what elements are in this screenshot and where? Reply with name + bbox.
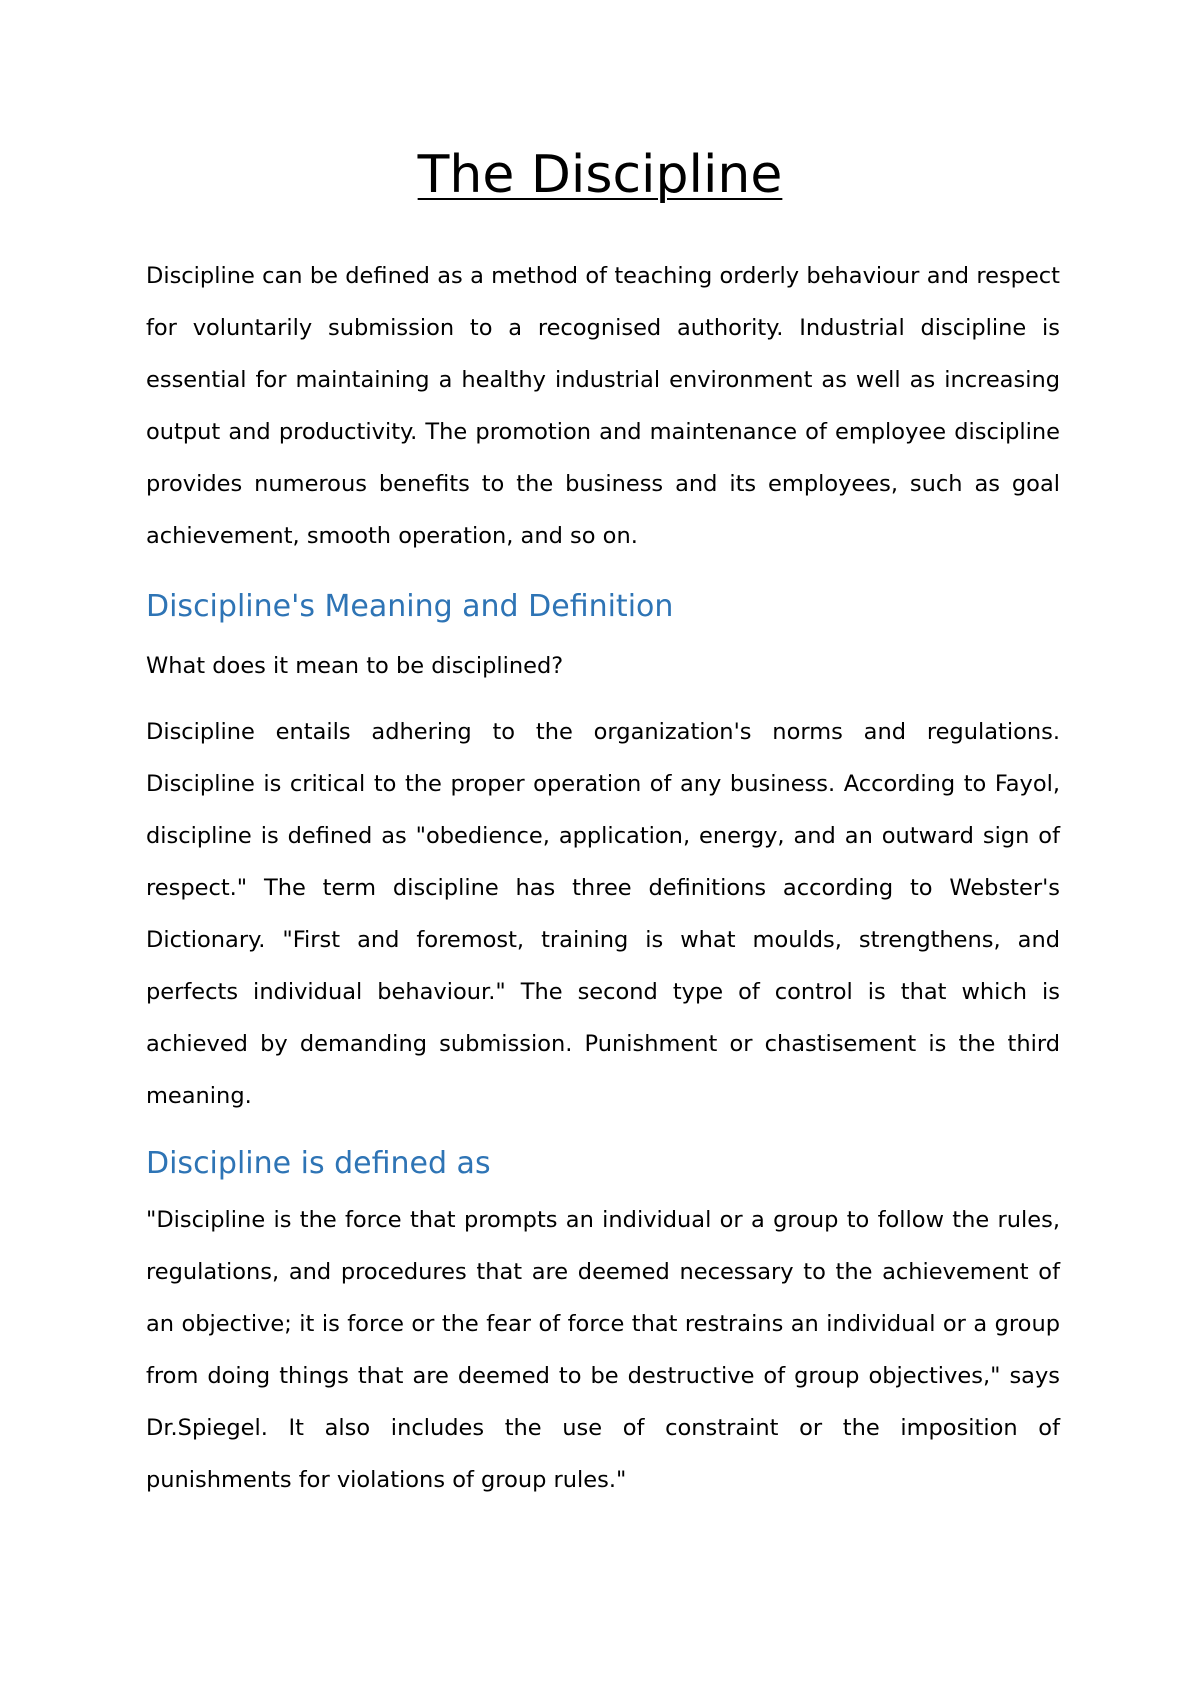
section-body-meaning: Discipline entails adhering to the organization's norms and regulations. Discipline is critical to the proper operation of any business. According to Fayol, discipline is defined as "obedience, application, energy, and an outward sign of respect." The term discipline has three definitions according to Webster's Dictionary. "First and foremost, training is what moulds, strengthens, and perfects individual behaviour." The second type of control is that which is achieved by demanding submission. Punishment or chastisement is the third meaning. [146,719,1060,1109]
intro-paragraph: Discipline can be defined as a method of teaching orderly behaviour and respect for voluntarily submission to a recognised authority. Industrial discipline is essential for maintaining a healthy industrial environment as well as increasing output and productivity. The promotion and maintenance of employee discipline provides numerous benefits to the business and its employees, such as goal achievement, smooth operation, and so on. [146,263,1060,549]
section-heading-defined: Discipline is defined as [146,1146,491,1181]
section-question: What does it mean to be disciplined? [146,653,564,679]
section-body-defined: "Discipline is the force that prompts an individual or a group to follow the rules, regulations, and procedures that are deemed necessary to the achievement of an objective; it is force or the fear of force that restrains an individual or a group from doing things that are deemed to be destructive of group objectives," says Dr.Spiegel. It also includes the use of constraint or the imposition of punishments for violations of group rules." [146,1207,1060,1493]
page-title: The Discipline [417,145,783,205]
section-heading-meaning: Discipline's Meaning and Definition [146,589,674,624]
